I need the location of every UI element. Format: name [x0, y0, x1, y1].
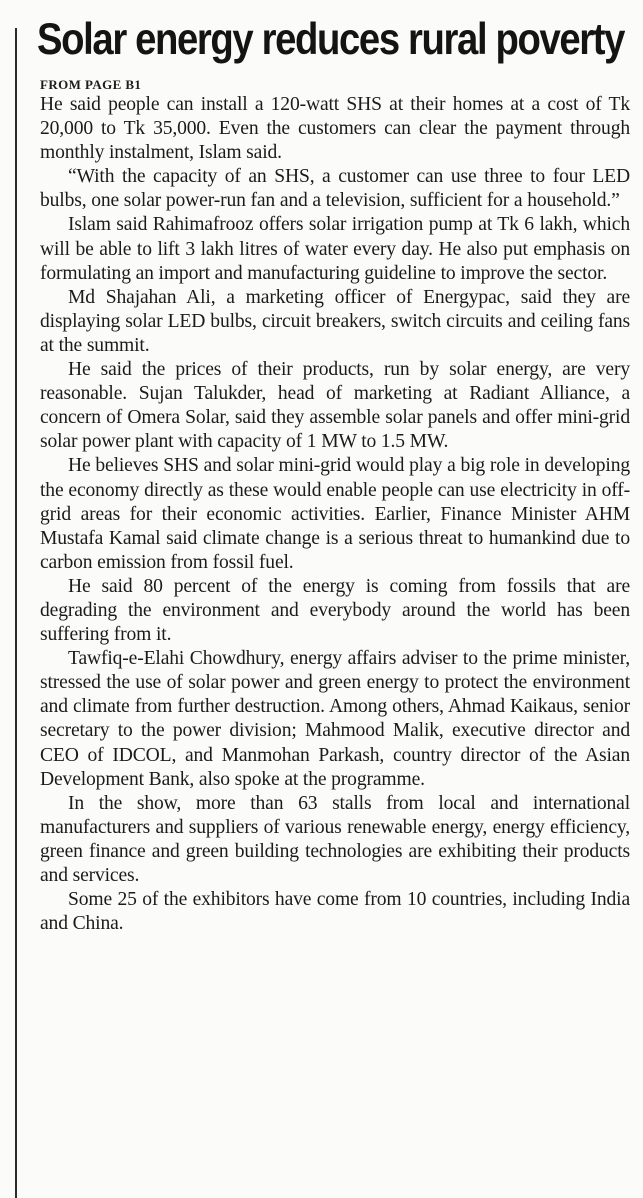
article-paragraph: “With the capacity of an SHS, a customer can use three to four LED bulbs, one solar power-run fan and a television, sufficient for a household.” [40, 166, 630, 212]
article-paragraph: Md Shajahan Ali, a marketing officer of Energypac, said they are displaying solar LED bulbs, circuit breakers, switch circuits and ceiling fans at the summit. [40, 286, 630, 356]
article-paragraph: Islam said Rahimafrooz offers solar irrigation pump at Tk 6 lakh, which will be able to lift 3 lakh litres of water every day. He also put emphasis on formulating an import and manufacturing guideline to improve the sector. [40, 214, 630, 284]
article-paragraph: Some 25 of the exhibitors have come from 10 countries, including India and China. [40, 889, 630, 935]
article-paragraph: He said people can install a 120-watt SHS at their homes at a cost of Tk 20,000 to Tk 35,000. Even the customers can clear the payment through monthly instalment, Islam said. [40, 94, 630, 164]
article-paragraph: He believes SHS and solar mini-grid would play a big role in developing the economy directly as these would enable people can use electricity in off-grid areas for their economic activities. Earlier, Finance Minister AHM Mustafa Kamal said climate change is a serious threat to humankind due to carbon emission from fossil fuel. [40, 455, 630, 573]
article-paragraph: Tawfiq-e-Elahi Chowdhury, energy affairs adviser to the prime minister, stressed the use of solar power and green energy to protect the environment and climate from further destruction. Among others, Ahmad Kaikaus, senior secretary to the power division; Mahmood Malik, executive director and CEO of IDCOL, and Manmohan Parkash, country director of the Asian Development Bank, also spoke at the programme. [40, 648, 630, 790]
continuation-kicker: FROM PAGE B1 [40, 77, 142, 92]
article-paragraph: He said 80 percent of the energy is coming from fossils that are degrading the environment and everybody around the world has been suffering from it. [40, 575, 630, 646]
column-divider-rule [15, 28, 17, 1198]
article-headline: Solar energy reduces rural poverty [37, 15, 625, 64]
article-paragraph: He said the prices of their products, run by solar energy, are very reasonable. Sujan Talukder, head of marketing at Radiant Alliance, a concern of Omera Solar, said they assemble solar panels and offer mini-grid solar power plant with capacity of 1 MW to 1.5 MW. [40, 359, 630, 453]
article-body [40, 93, 630, 936]
article-paragraph: In the show, more than 63 stalls from local and international manufacturers and suppliers of various renewable energy, energy efficiency, green finance and green building technologies are exhibiting their products and services. [40, 792, 630, 886]
